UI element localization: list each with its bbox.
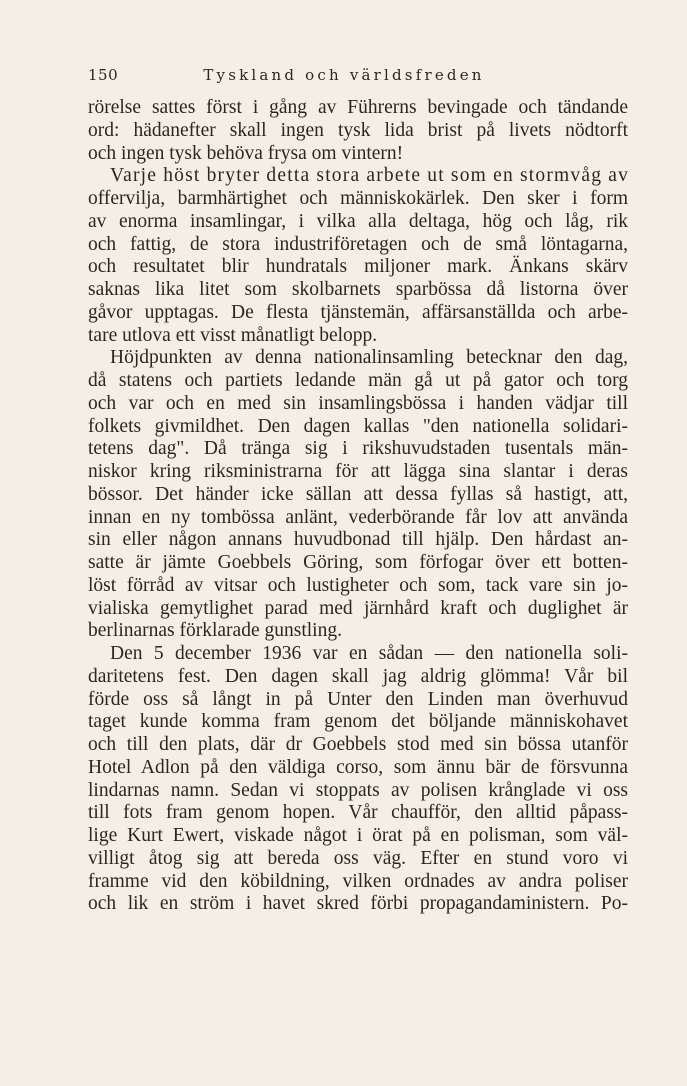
text-line: innan en ny tombössa anlänt, vederbörande får lov att använda [88,506,628,528]
text-line: bössor. Det händer icke sällan att dessa fyllas så hastigt, att, [88,483,628,505]
text-line: offervilja, barmhärtighet och människokärlek. Den sker i form [88,188,628,209]
text-line: daritetens fest. Den dagen skall jag aldrig glömma! Vår bil [88,665,628,687]
page-header [88,66,600,88]
text-line: Höjdpunkten av denna nationalinsamling betecknar den dag, [110,347,628,369]
text-line: och ingen tysk behöva frysa om vintern! [88,142,404,164]
text-line: rörelse sattes först i gång av Führerns bevingade och tändande [88,97,628,118]
text-line: och resultatet blir hundratals miljoner mark. Änkans skärv [88,256,628,278]
text-line: förde oss så långt in på Unter den Linden man överhuvud [88,688,628,710]
text-line: och fattig, de stora industriföretagen och de små löntagarna, [88,233,628,255]
page-number: 150 [88,66,119,84]
text-line: lige Kurt Ewert, viskade något i örat på en polisman, som väl- [88,825,628,846]
text-line: saknas lika litet som skolbarnets sparbössa då listorna över [88,279,628,300]
text-line: tare utlova ett visst månatligt belopp. [88,324,378,346]
text-line: folkets givmildhet. Den dagen kallas "den nationella solidari- [88,415,628,437]
running-title: Tyskland och världsfreden [203,66,485,84]
text-line: gåvor upptagas. De flesta tjänstemän, affärsanställda och arbe- [88,301,628,323]
text-line: till fots fram genom hopen. Vår chaufför, den alltid påpass- [88,802,628,824]
text-line: sin eller någon annans huvudbonad till hjälp. Den hårdast an- [88,529,628,551]
text-line: löst förråd av vitsar och lustigheter och som, tack vare sin jo- [88,574,628,596]
body-text [88,97,628,916]
text-line: berlinarnas förklarade gunstling. [88,620,342,642]
text-line: av enorma insamlingar, i vilka alla deltaga, hög och låg, rik [88,210,628,232]
text-line: vialiska gemytlighet parad med järnhård kraft och duglighet är [88,597,628,619]
text-line: då statens och partiets ledande män gå ut på gator och torg [88,370,628,391]
text-line: Hotel Adlon på den väldiga corso, som ännu bär de försvunna [88,756,628,778]
text-line: ord: hädanefter skall ingen tysk lida brist på livets nödtorft [88,119,628,141]
text-line: taget kunde komma fram genom det böljande människohavet [88,711,628,733]
text-line: och var och en med sin insamlingsbössa i handen vädjar till [88,392,628,414]
text-line: niskor kring riksministrarna för att lägga sina slantar i deras [88,461,628,482]
text-line: satte är jämte Goebbels Göring, som förfogar över ett botten- [88,552,628,573]
text-line: villigt åtog sig att bereda oss väg. Efter en stund voro vi [88,847,628,869]
text-line: tetens dag". Då tränga sig i rikshuvudstaden tusentals män- [88,438,628,460]
text-line: lindarnas namn. Sedan vi stoppats av polisen krånglade vi oss [88,779,628,801]
text-line: Den 5 december 1936 var en sådan — den nationella soli- [110,643,628,664]
text-line: framme vid den köbildning, vilken ordnades av andra poliser [88,870,628,892]
text-line: och till den plats, där dr Goebbels stod med sin bössa utanför [88,734,628,755]
text-line: Varje höst bryter detta stora arbete ut som en stormvåg av [110,165,630,187]
text-line: och lik en ström i havet skred förbi propagandaministern. Po- [88,893,628,915]
